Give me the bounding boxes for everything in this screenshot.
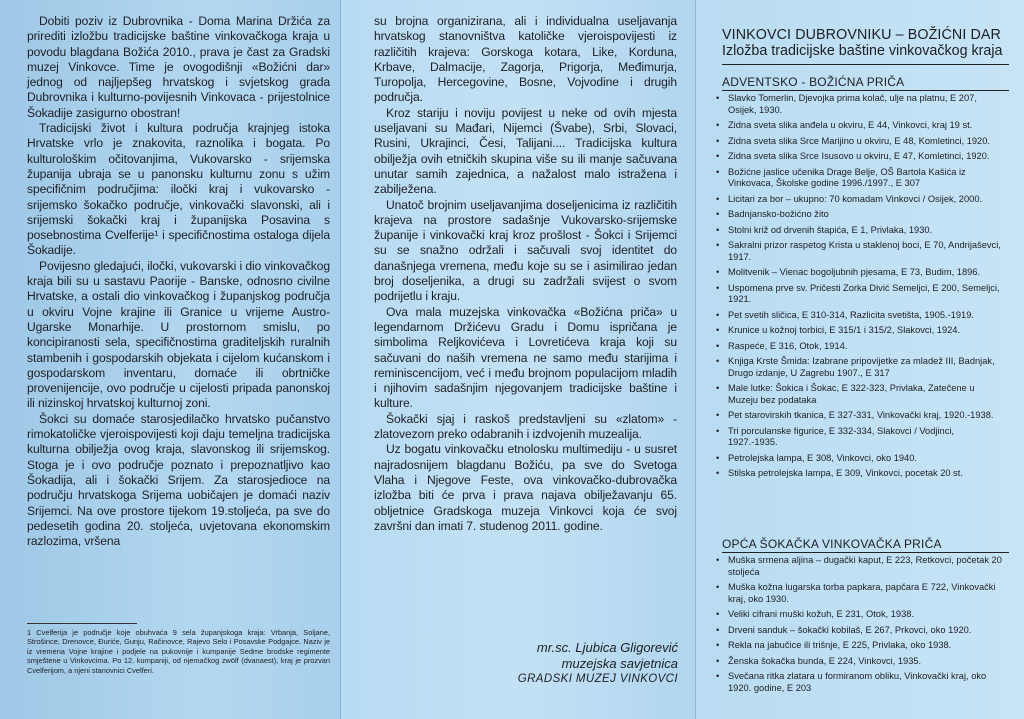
exhibit-item: • Uspomena prve sv. Pričesti Zorka Divić Semeljci, E 200, Semeljci, 1921. [716,283,1006,306]
exhibit-list-sokacka [716,555,1006,698]
history-text [374,14,677,534]
exhibition-subtitle: Izložba tradicijske baštine vinkovačkog kraja [722,43,1003,59]
exhibit-item: • Male lutke: Šokica i Šokac, E 322-323, Privlaka, Zatečene u Muzeju bez podataka [716,383,1006,406]
exhibit-item: • Veliki cifrani muški kožuh, E 231, Otok, 1938. [716,609,1006,621]
paragraph: Povijesno gledajući, iločki, vukovarski i dio vinkovačkog kraja bili su u sastavu Paorije - Banske, odnosno civilne Hrvatske, a ostali dio vinkovačkog i županjskog područja u okviru Vojne krajine ili Granice u vrijeme Austro-Ugarske Monarhije. U prostornom smislu, po koncipiranosti sela, specifičnostima graditeljskih ruralnih stambenih i gospodarskih objekata i cijelom kućanskom i gospodarskom inventaru, domaće ili obrtničke provenijencije, ovo područje u cijelosti pripada panonskoj ili nizinskoj hrvatskoj kulturnoj zoni. [27,258,330,411]
author-name: mr.sc. Ljubica Gligorević [536,640,678,655]
paragraph: su brojna organizirana, ali i individualna useljavanja hrvatskog stanovništva katoličke vjeroispovijesti iz različitih krajeva: Gorskoga kotara, Like, Korduna, Krbave, Dalmacije, Zagorja, Prigorja, Međimurja, Turopolja, Hercegovine, Bosne, Vojvodine i drugih područja. [374,14,677,105]
exhibit-list-advent [716,93,1006,484]
exhibit-item: • Sakralni prizor raspetog Krista u staklenoj boci, E 70, Andrijaševci, 1917. [716,240,1006,263]
paragraph: Unatoč brojnim useljavanjima doseljenicima iz različitih krajeva na prostore sadašnje Vukovarsko-srijemske županije i vinkovački kraj kroz prošlost - Šokci i Srijemci su se snažno održali i sačuvali svoj identitet do današnjega vremena, među koje su se i asimilirao jedan broj doseljenika, a drugi su zadržali svijest o svom podrijetlu i kraju. [374,197,677,304]
footnote: 1 Cvelferija je područje koje obuhvaća 9 sela županjskoga kraja: Vrbanja, Soljane, Strošince, Drenovce, Đuriće, Gunju, Račinovce, Rajevo Selo i Posavske Podgajce. Naziv je iz vremena Vojne krajine i podjele na pukovnije i kumpanije Sedme brodske regimente smještene u Vinkovcima. Po 12. kumpaniji, od njemačkog zwölf (dvanaest), kraj je prozvan Cvelferijom, a njeni stanovnici Cvelferi. [27,628,330,675]
exhibit-item: • Stolni križ od drvenih štapića, E 1, Privlaka, 1930. [716,225,1006,237]
exhibit-item: • Muška srmena aljina – dugački kaput, E 223, Retkovci, početak 20 stoljeća [716,555,1006,578]
exhibit-item: • Raspeće, E 316, Otok, 1914. [716,341,1006,353]
paragraph: Šokci su domaće starosjedilačko hrvatsko pučanstvo rimokatoličke vjeroispovijesti koji daju temeljna tradicijska kulturna obilježja ovog kraja, slavonskog ili srijemskog. Stoga je i ovo područje poznato i prepoznatljivo kao Šokadija, ali i šokački Srijem. Za starosjedioce na području hrvatskoga Srijema uobičajen je domaći naziv Srijemci. Na ove prostore tijekom 19.stoljeća, pa sve do pedesetih godina 20. stoljeća, uvjetovana ekonomskim razlozima, vršena [27,411,330,549]
exhibit-item: • Zidna sveta slika Srce Marijino u okviru, E 48, Komletinci, 1920. [716,136,1006,148]
section-divider [722,90,1009,91]
author-role: muzejska savjetnica [561,656,678,671]
exhibit-item: • Rekla na jabučice ili trišnje, E 225, Privlaka, oko 1938. [716,640,1006,652]
left-panel [0,0,341,719]
exhibit-item: • Drveni sanduk – šokački kobilaš, E 267, Prkovci, oko 1920. [716,625,1006,637]
exhibit-item: • Zidna sveta slika Srce Isusovo u okviru, E 47, Komletinci, 1920. [716,151,1006,163]
paragraph: Dobiti poziv iz Dubrovnika - Doma Marina Držića za prirediti izložbu tradicijske baštine vinkovačkoga kraja u povodu blagdana Božića 2010., prava je čast za Gradski muzej Vinkovce. Time je ovogodišnji «Božićni dar» jednog od najljepšeg hrvatskog i svjetskog grada Dubrovnika i kulturno-povijesnih Vinkovaca - prijestolnice Šokadije zasigurno obostran! [27,14,330,120]
paragraph: Tradicijski život i kultura područja krajnjeg istoka Hrvatske vrlo je znakovita, raznolika i bogata. Po kulturološkim očitovanjima, Vukovarsko - srijemska županija ubraja se u panonsku kulturnu zonu s užim specifičnim područjima: iločki kraj i vukovarsko - srijemsko šokačko područje, vinkovački slavonski, ali i srijemski šokački kraj i županijska Posavina s posebnostima Cvelferije¹ i specifičnostima ostaloga dijela Šokadije. [27,121,330,258]
title-divider [722,64,1009,65]
paragraph: Ova mala muzejska vinkovačka «Božićna priča» u legendarnom Držićevu Gradu i Domu ispričana je simbolima Reljkovićeva i Lovretićeva kraja koji su sačuvani do naših vremena ne samo među starijima i reminiscencijom, već i među brojnom populacijom mladih i njihovim sadašnjim njegovanjem tradicijske baštine i kulture. [374,304,677,411]
author-organization: GRADSKI MUZEJ VINKOVCI [517,673,678,685]
section-title-advent: ADVENTSKO - BOŽIĆNA PRIČA [722,75,905,89]
exhibit-item: • Muška kožna lugarska torba papkara, papčara E 722, Vinkovački kraj, oko 1930. [716,582,1006,605]
exhibit-item: • Stilska petrolejska lampa, E 309, Vinkovci, pocetak 20 st. [716,468,1006,480]
exhibit-item: • Svečana ritka zlatara u formiranom obliku, Vinkovački kraj, oko 1920. godine, E 203 [716,671,1006,694]
signature-block [378,640,678,687]
exhibit-item: • Zidna sveta slika anđela u okviru, E 44, Vinkovci, kraj 19 st. [716,120,1006,132]
exhibit-item: • Tri porculanske figurice, E 332-334, Slakovci / Vodjinci, 1927.-1935. [716,426,1006,449]
exhibit-item: • Molitvenik – Vienac bogoljubnih pjesama, E 73, Budim, 1896. [716,267,1006,279]
exhibit-item: • Badnjansko-božićno žito [716,209,1006,221]
exhibit-item: • Licitari za bor – ukupno: 70 komadam Vinkovci / Osijek, 2000. [716,194,1006,206]
exhibit-item: • Ženska šokačka bunda, E 224, Vinkovci, 1935. [716,656,1006,668]
paragraph: Šokački sjaj i raskoš predstavljeni su «zlatom» - zlatovezom preko odabranih i izdvojenih muzealija. [374,411,677,442]
exhibit-item: • Slavko Tomerlin, Djevojka prima kolač, ulje na platnu, E 207, Osijek, 1930. [716,93,1006,116]
paragraph: Uz bogatu vinkovačku etnolosku multimediju - u susret najradosnijem blagdanu Božiću, pa sve do Svetoga Vlaha i Njegove Feste, ova vinkovačko-dubrovačka izložba biti će prva i prava najava obilježavanju 65. obljetnice Gradskoga muzeja Vinkovci koja će svoj završni dan imati 7. studenog 2011. godine. [374,442,677,533]
exhibit-item: • Petrolejska lampa, E 308, Vinkovci, oko 1940. [716,453,1006,465]
exhibit-item: • Pet starovirskih tkanica, E 327-331, Vinkovački kraj, 1920.-1938. [716,410,1006,422]
section-divider [722,552,1009,553]
section-title-sokacka: OPĆA ŠOKAČKA VINKOVAČKA PRIČA [722,537,942,551]
paragraph: Kroz stariju i noviju povijest u neke od ovih mjesta useljavani su Mađari, Nijemci (Švabe), Srbi, Slovaci, Rusini, Ukrajinci, Česi, Talijani.... Tradicijska kultura obilježja ovih etničkih skupina više su ili manje sačuvana unutar samih zajednica, a nažalost malo istražena i zabilježena. [374,105,677,197]
exhibit-item: • Knjiga Krste Šmida: Izabrane pripovijetke za mladež III, Badnjak, Drugo izdanje, U Zagrebu 1907., E 317 [716,356,1006,379]
middle-panel [341,0,696,719]
intro-text [27,14,330,549]
exhibit-item: • Krunice u kožnoj torbici, E 315/1 i 315/2, Slakovci, 1924. [716,325,1006,337]
exhibit-item: • Božićne jaslice učenika Drage Belje, OŠ Bartola Kašića iz Vinkovaca, Školske godine 1996./1997., E 307 [716,167,1006,190]
exhibition-title: VINKOVCI DUBROVNIKU – BOŽIĆNI DAR [722,27,1001,43]
footnote-divider [27,623,137,624]
right-panel [696,0,1024,719]
exhibit-item: • Pet svetih sličica, E 310-314, Razlicita svetišta, 1905.-1919. [716,310,1006,322]
